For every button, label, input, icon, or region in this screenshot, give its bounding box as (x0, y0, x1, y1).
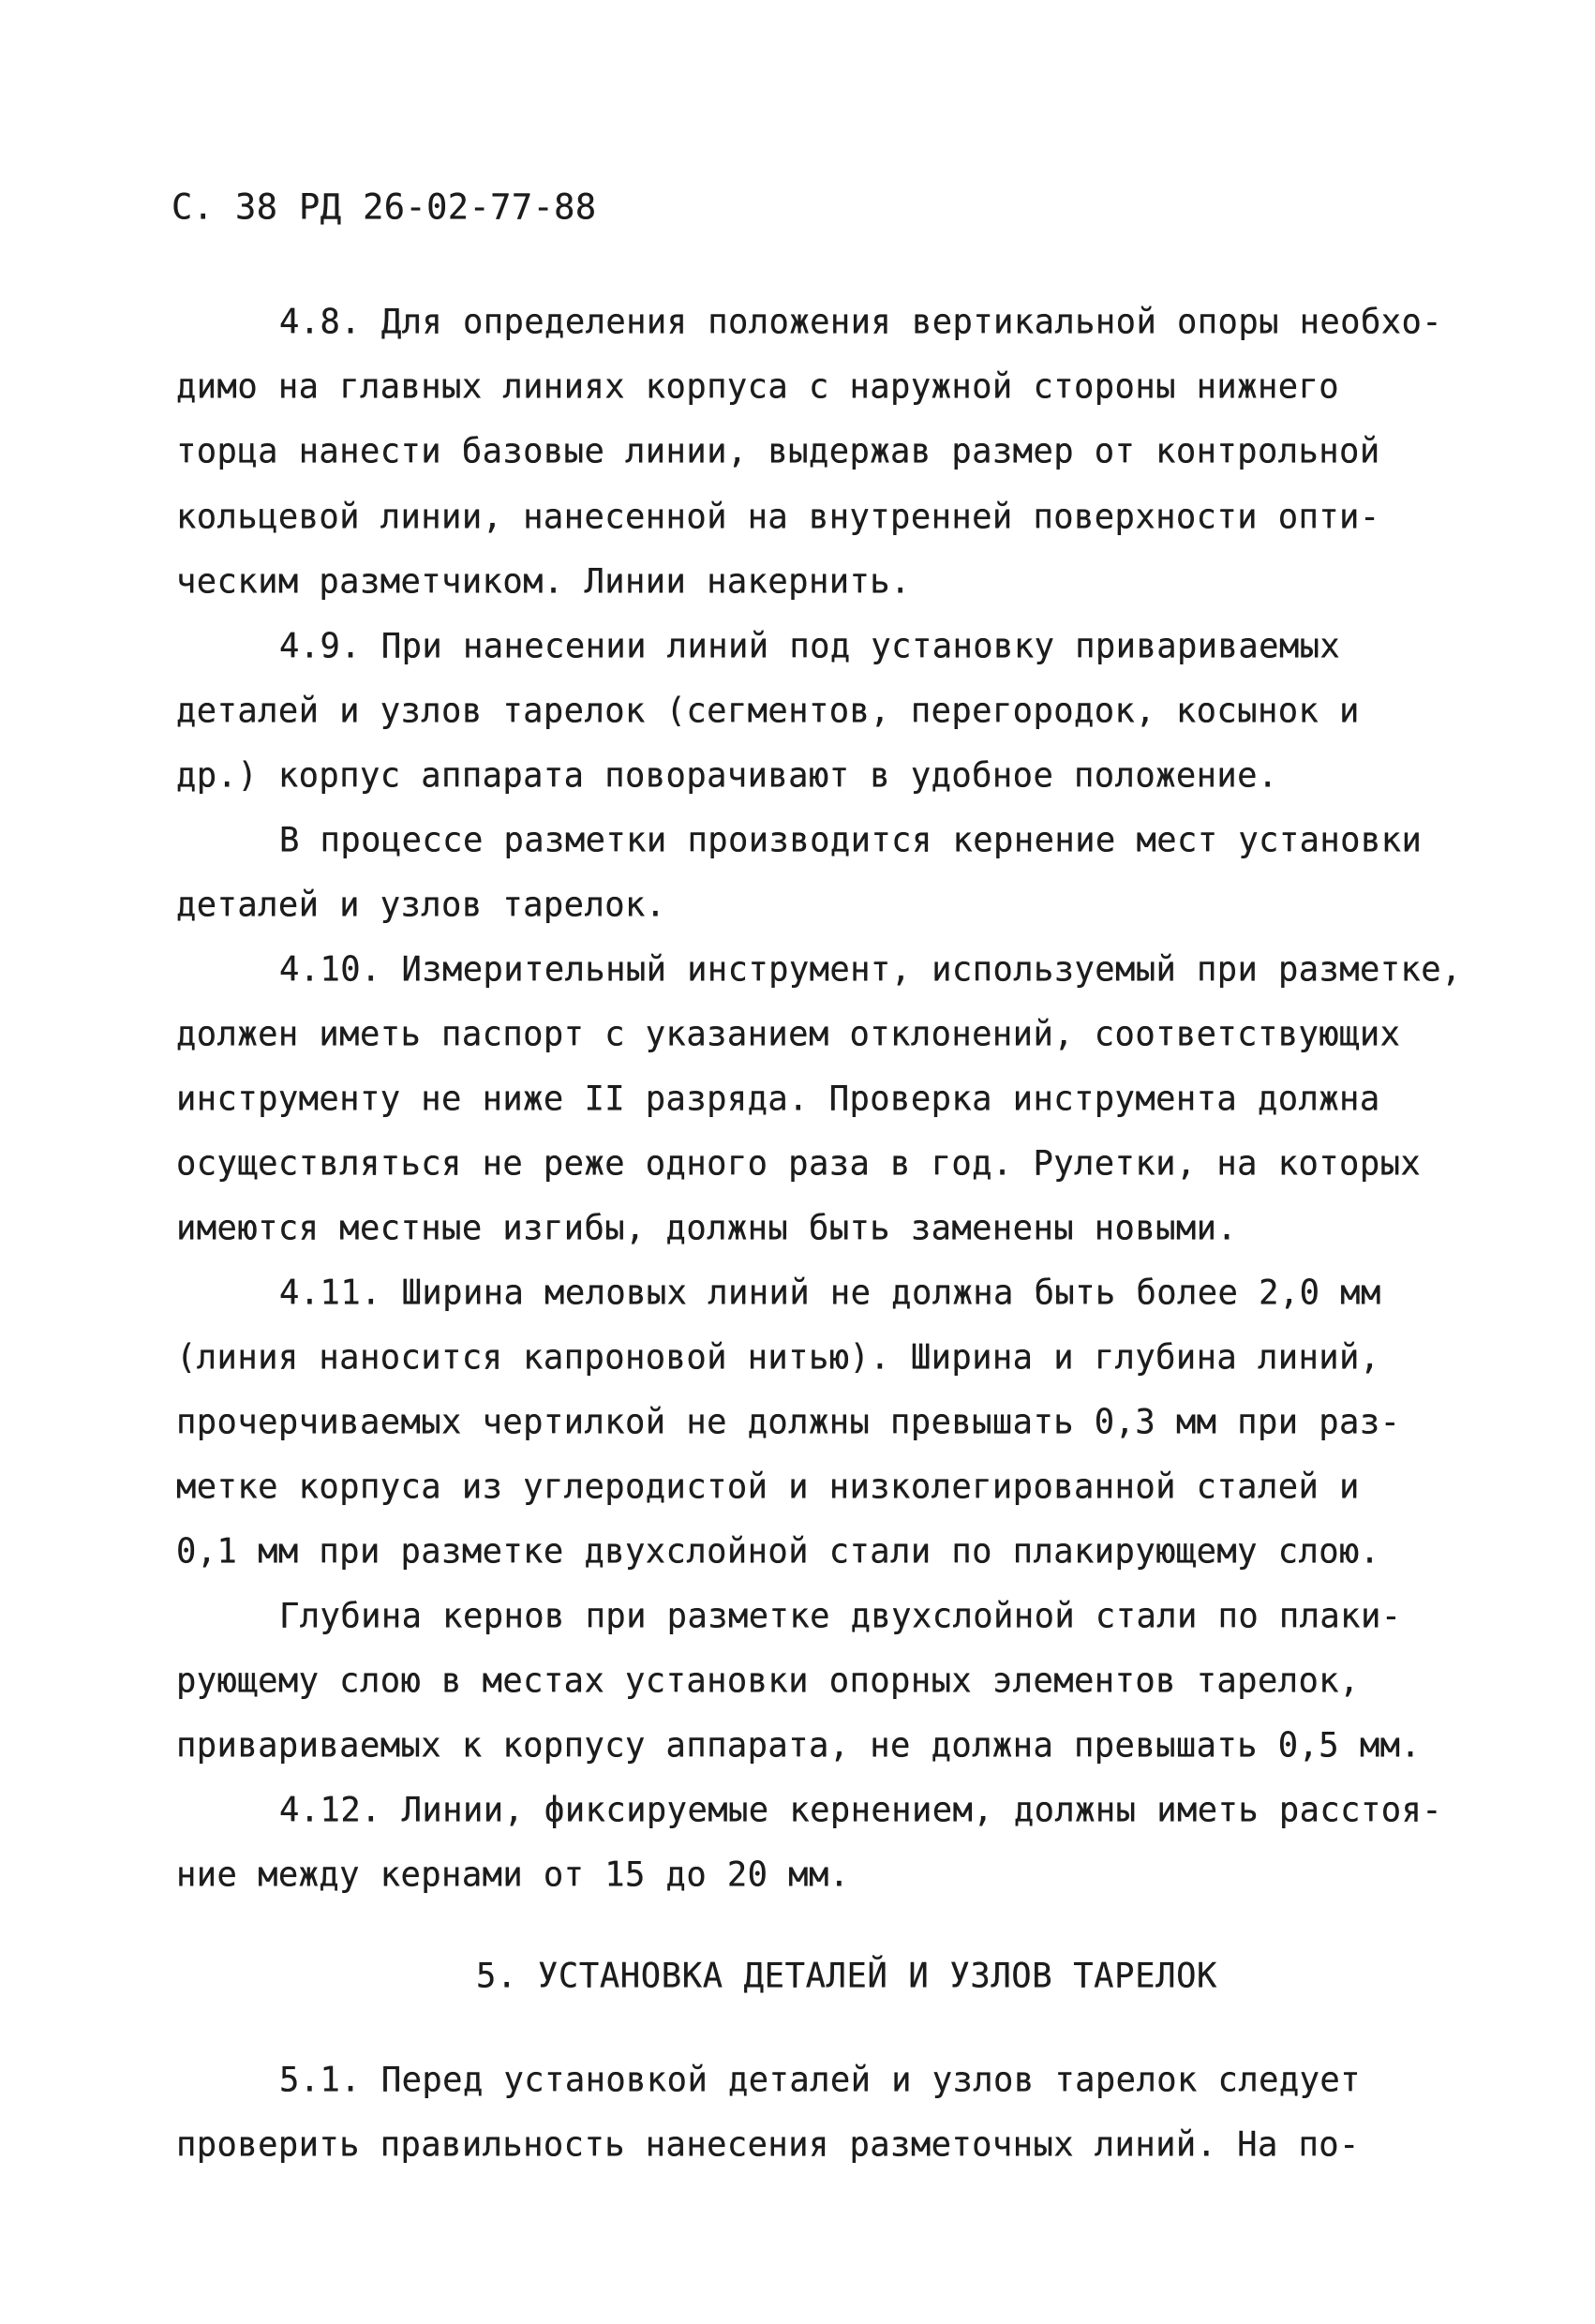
paragraph-4-9-line-3: др.) корпус аппарата поворачивают в удобное положение. (176, 756, 1278, 796)
paragraph-4-10-line-2: должен иметь паспорт с указанием отклонений, соответствующих (176, 1015, 1401, 1054)
paragraph-4-11-line-1: 4.11. Ширина меловых линий не должна быть более 2,0 мм (279, 1274, 1381, 1313)
paragraph-4-11-line-4: метке корпуса из углеродистой и низколегированной сталей и (176, 1467, 1360, 1507)
paragraph-4-11-line-3: прочерчиваемых чертилкой не должны превышать 0,3 мм при раз- (176, 1403, 1401, 1442)
paragraph-4-11-line-2: (линия наносится капроновой нитью). Ширина и глубина линий, (176, 1338, 1380, 1378)
paragraph-4-11-line-6: Глубина кернов при разметке двухслойной стали по плаки- (279, 1597, 1402, 1636)
paragraph-4-10-line-4: осуществляться не реже одного раза в год. Рулетки, на которых (176, 1144, 1422, 1184)
paragraph-4-8-line-2: димо на главных линиях корпуса с наружной стороны нижнего (176, 367, 1340, 407)
paragraph-5-1-line-2: проверить правильность нанесения разметочных линий. На по- (176, 2125, 1360, 2165)
paragraph-4-11-line-5: 0,1 мм при разметке двухслойной стали по плакирующему слою. (176, 1532, 1380, 1572)
paragraph-4-8-line-5: ческим разметчиком. Линии накернить. (176, 562, 911, 602)
paragraph-4-9-line-1: 4.9. При нанесении линий под установку привариваемых (279, 627, 1341, 666)
paragraph-4-9-line-5: деталей и узлов тарелок. (176, 886, 666, 925)
paragraph-4-9-line-4: В процессе разметки производится кернение мест установки (279, 821, 1423, 860)
paragraph-4-10-line-5: имеются местные изгибы, должны быть заменены новыми. (176, 1209, 1238, 1248)
paragraph-4-12-line-2: ние между кернами от 15 до 20 мм. (176, 1855, 850, 1895)
paragraph-4-11-line-7: рующему слою в местах установки опорных элементов тарелок, (176, 1661, 1360, 1701)
paragraph-4-12-line-1: 4.12. Линии, фиксируемые кернением, должны иметь расстоя- (279, 1791, 1443, 1830)
paragraph-5-1-line-1: 5.1. Перед установкой деталей и узлов тарелок следует (279, 2061, 1361, 2100)
paragraph-4-10-line-3: инструменту не ниже II разряда. Проверка инструмента должна (176, 1080, 1380, 1119)
paragraph-4-8-line-4: кольцевой линии, нанесенной на внутренней поверхности опти- (176, 498, 1380, 537)
paragraph-4-9-line-2: деталей и узлов тарелок (сегментов, перегородок, косынок и (176, 692, 1360, 731)
paragraph-4-8-line-3: торца нанести базовые линии, выдержав размер от контрольной (176, 432, 1380, 471)
page-header: С. 38 РД 26-02-77-88 (171, 186, 597, 228)
paragraph-4-11-line-8: привариваемых к корпусу аппарата, не должна превышать 0,5 мм. (176, 1726, 1422, 1765)
section-5-heading: 5. УСТАНОВКА ДЕТАЛЕЙ И УЗЛОВ ТАРЕЛОК (476, 1957, 1218, 1996)
paragraph-4-10-line-1: 4.10. Измерительный инструмент, используемый при разметке, (279, 950, 1462, 990)
paragraph-4-8-line-1: 4.8. Для определения положения вертикальной опоры необхо- (279, 303, 1443, 342)
